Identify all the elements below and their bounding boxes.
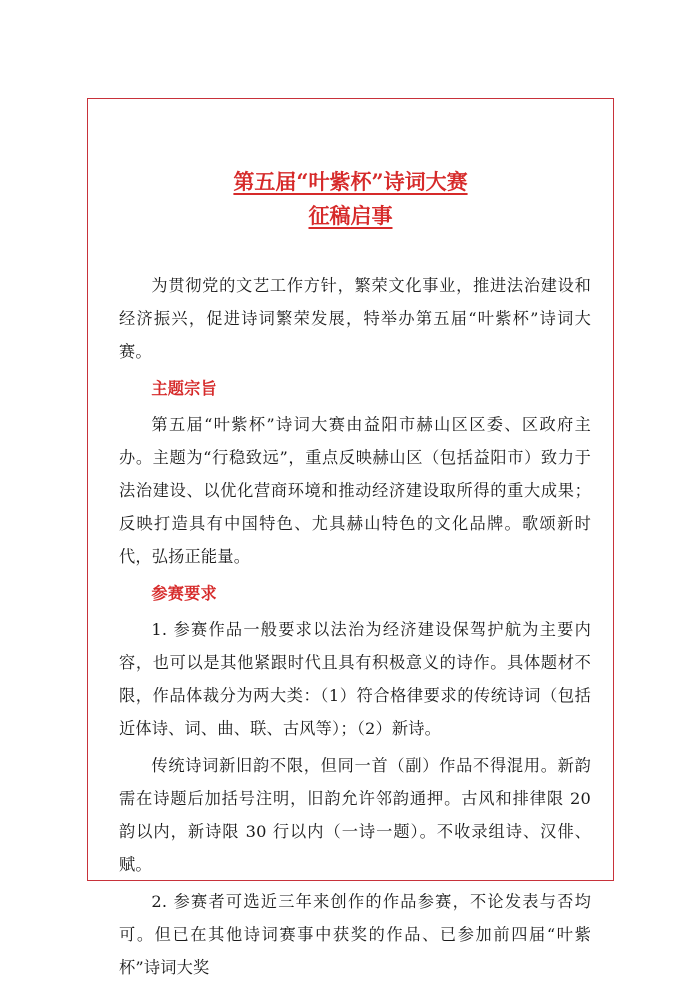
requirement-item-1: 1. 参赛作品一般要求以法治为经济建设保驾护航为主要内容，也可以是其他紧跟时代且具有积极意义的诗作。具体题材不限，作品体裁分为两大类：（1）符合格律要求的传统诗词（包括近体诗、词、曲、联、古风等）；（2）新诗。 — [119, 620, 591, 738]
section-heading-requirements: 参赛要求 — [151, 584, 217, 603]
intro-paragraph: 为贯彻党的文艺工作方针，繁荣文化事业，推进法治建设和经济振兴，促进诗词繁荣发展，特举办第五届“叶紫杯”诗词大赛。 — [119, 276, 591, 361]
document-body — [119, 269, 591, 988]
theme-paragraph: 第五届“叶紫杯”诗词大赛由益阳市赫山区区委、区政府主办。主题为“行稳致远”，重点反映赫山区（包括益阳市）致力于法治建设、以优化营商环境和推动经济建设取所得的重大成果；反映打造具有中国特色、尤具赫山特色的文化品牌。歌颂新时代，弘扬正能量。 — [119, 415, 591, 566]
requirement-item-1-note: 传统诗词新旧韵不限，但同一首（副）作品不得混用。新韵需在诗题后加括号注明，旧韵允许邻韵通押。古风和排律限 20 韵以内，新诗限 30 行以内（一诗一题）。不收录组诗、汉俳、赋。 — [119, 756, 591, 874]
requirement-item-2: 2. 参赛者可选近三年来创作的作品参赛，不论发表与否均可。但已在其他诗词赛事中获奖的作品、已参加前四届“叶紫杯”诗词大奖 — [119, 892, 591, 977]
section-heading-theme: 主题宗旨 — [151, 379, 217, 398]
title-block — [88, 165, 613, 233]
main-title: 第五届“叶紫杯”诗词大赛 — [233, 169, 468, 194]
document-frame — [87, 98, 614, 977]
sub-title: 征稿启事 — [308, 203, 393, 228]
